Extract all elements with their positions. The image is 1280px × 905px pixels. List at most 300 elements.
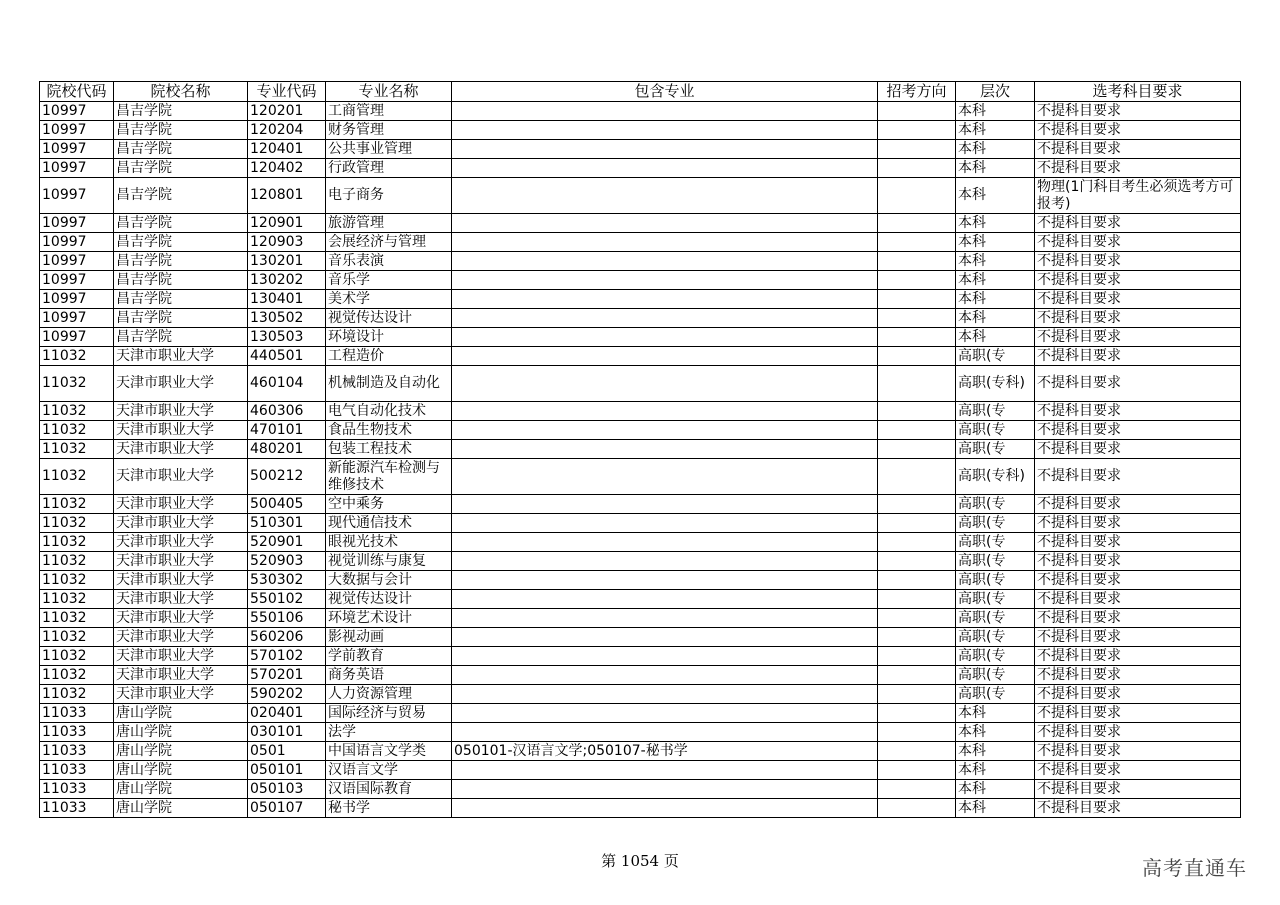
table-cell: 不提科目要求	[1035, 290, 1241, 309]
table-cell: 昌吉学院	[114, 214, 248, 233]
table-row	[40, 514, 1241, 533]
watermark: 高考直通车	[1142, 856, 1247, 880]
table-cell	[878, 761, 956, 780]
table-cell	[452, 121, 878, 140]
table-cell: 11032	[40, 514, 114, 533]
table-cell	[878, 459, 956, 495]
table-cell: 130503	[248, 328, 326, 347]
table-row	[40, 140, 1241, 159]
table-row	[40, 233, 1241, 252]
table-cell: 590202	[248, 685, 326, 704]
table-row	[40, 159, 1241, 178]
table-cell: 10997	[40, 328, 114, 347]
table-cell	[452, 214, 878, 233]
table-cell: 本科	[956, 704, 1035, 723]
table-cell: 10997	[40, 102, 114, 121]
column-header: 包含专业	[452, 82, 878, 102]
table-cell: 10997	[40, 214, 114, 233]
table-cell	[452, 514, 878, 533]
table-cell: 130201	[248, 252, 326, 271]
table-cell: 560206	[248, 628, 326, 647]
table-cell: 物理(1门科目考生必须选考方可报考)	[1035, 178, 1241, 214]
table-cell: 高职(专科)	[956, 459, 1035, 495]
table-cell: 不提科目要求	[1035, 159, 1241, 178]
table-cell: 天津市职业大学	[114, 590, 248, 609]
table-cell: 120201	[248, 102, 326, 121]
table-row	[40, 178, 1241, 214]
table-cell	[878, 121, 956, 140]
table-cell: 520901	[248, 533, 326, 552]
table-cell: 高职(专	[956, 402, 1035, 421]
table-cell: 不提科目要求	[1035, 685, 1241, 704]
table-cell: 天津市职业大学	[114, 421, 248, 440]
table-row	[40, 421, 1241, 440]
table-cell: 天津市职业大学	[114, 628, 248, 647]
table-cell: 不提科目要求	[1035, 102, 1241, 121]
table-cell: 130202	[248, 271, 326, 290]
table-cell: 大数据与会计	[326, 571, 452, 590]
table-cell: 高职(专	[956, 421, 1035, 440]
table-cell	[878, 290, 956, 309]
table-cell	[878, 780, 956, 799]
table-cell: 本科	[956, 723, 1035, 742]
table-cell: 财务管理	[326, 121, 452, 140]
table-cell: 不提科目要求	[1035, 309, 1241, 328]
table-cell	[878, 533, 956, 552]
table-cell: 510301	[248, 514, 326, 533]
table-cell: 050101-汉语言文学;050107-秘书学	[452, 742, 878, 761]
table-row	[40, 459, 1241, 495]
table-cell	[452, 459, 878, 495]
table-cell: 昌吉学院	[114, 102, 248, 121]
table-cell: 昌吉学院	[114, 159, 248, 178]
table-cell	[878, 440, 956, 459]
table-cell: 昌吉学院	[114, 140, 248, 159]
table-cell: 11032	[40, 647, 114, 666]
table-cell	[452, 102, 878, 121]
column-header: 专业名称	[326, 82, 452, 102]
table-cell: 电子商务	[326, 178, 452, 214]
table-row	[40, 347, 1241, 366]
table-cell: 昌吉学院	[114, 290, 248, 309]
table-cell: 视觉传达设计	[326, 309, 452, 328]
table-cell: 天津市职业大学	[114, 571, 248, 590]
table-cell: 天津市职业大学	[114, 514, 248, 533]
table-cell: 眼视光技术	[326, 533, 452, 552]
table-cell	[452, 328, 878, 347]
table-header-row	[40, 82, 1241, 102]
table-cell: 音乐表演	[326, 252, 452, 271]
table-row	[40, 214, 1241, 233]
table-row	[40, 290, 1241, 309]
table-cell: 唐山学院	[114, 704, 248, 723]
table-cell	[878, 102, 956, 121]
table-cell	[878, 799, 956, 818]
table-cell: 不提科目要求	[1035, 609, 1241, 628]
table-cell	[452, 421, 878, 440]
table-row	[40, 402, 1241, 421]
table-cell	[878, 309, 956, 328]
table-row	[40, 647, 1241, 666]
table-cell: 11032	[40, 571, 114, 590]
table-cell: 现代通信技术	[326, 514, 452, 533]
table-cell	[452, 590, 878, 609]
table-cell: 本科	[956, 271, 1035, 290]
table-cell	[452, 533, 878, 552]
table-cell: 唐山学院	[114, 761, 248, 780]
table-cell: 470101	[248, 421, 326, 440]
table-cell: 11033	[40, 799, 114, 818]
table-cell: 环境艺术设计	[326, 609, 452, 628]
table-cell: 天津市职业大学	[114, 440, 248, 459]
table-cell	[452, 271, 878, 290]
table-cell: 130401	[248, 290, 326, 309]
table-cell: 10997	[40, 159, 114, 178]
table-row	[40, 704, 1241, 723]
table-cell: 高职(专	[956, 685, 1035, 704]
table-cell	[452, 495, 878, 514]
table-cell	[878, 421, 956, 440]
table-cell: 国际经济与贸易	[326, 704, 452, 723]
table-cell: 550106	[248, 609, 326, 628]
table-cell: 汉语国际教育	[326, 780, 452, 799]
table-cell: 本科	[956, 780, 1035, 799]
table-cell	[878, 178, 956, 214]
table-cell: 11033	[40, 761, 114, 780]
table-cell	[452, 233, 878, 252]
table-row	[40, 799, 1241, 818]
table-cell	[878, 552, 956, 571]
table-cell	[878, 495, 956, 514]
table-row	[40, 571, 1241, 590]
table-cell: 公共事业管理	[326, 140, 452, 159]
table-cell: 11032	[40, 347, 114, 366]
table-cell: 高职(专	[956, 533, 1035, 552]
table-cell	[452, 723, 878, 742]
table-cell: 昌吉学院	[114, 328, 248, 347]
table-row	[40, 666, 1241, 685]
table-row	[40, 552, 1241, 571]
table-cell: 天津市职业大学	[114, 666, 248, 685]
column-header: 院校名称	[114, 82, 248, 102]
table-cell: 工程造价	[326, 347, 452, 366]
table-row	[40, 252, 1241, 271]
table-cell: 本科	[956, 309, 1035, 328]
table-cell: 11032	[40, 459, 114, 495]
table-cell: 本科	[956, 290, 1035, 309]
table-cell	[452, 609, 878, 628]
table-cell: 500212	[248, 459, 326, 495]
table-cell: 11032	[40, 533, 114, 552]
table-cell	[878, 571, 956, 590]
table-cell: 570102	[248, 647, 326, 666]
table-cell: 唐山学院	[114, 780, 248, 799]
table-cell: 0501	[248, 742, 326, 761]
table-cell: 本科	[956, 252, 1035, 271]
table-cell: 高职(专	[956, 590, 1035, 609]
table-cell	[878, 742, 956, 761]
table-cell: 高职(专	[956, 609, 1035, 628]
table-cell: 行政管理	[326, 159, 452, 178]
table-cell: 会展经济与管理	[326, 233, 452, 252]
table-cell: 不提科目要求	[1035, 347, 1241, 366]
table-cell	[452, 140, 878, 159]
table-cell: 不提科目要求	[1035, 533, 1241, 552]
table-row	[40, 271, 1241, 290]
table-cell: 130502	[248, 309, 326, 328]
table-cell: 天津市职业大学	[114, 459, 248, 495]
table-row	[40, 742, 1241, 761]
table-cell: 视觉训练与康复	[326, 552, 452, 571]
table-cell: 500405	[248, 495, 326, 514]
table-row	[40, 723, 1241, 742]
table-cell: 不提科目要求	[1035, 421, 1241, 440]
table-cell: 11032	[40, 685, 114, 704]
table-cell: 音乐学	[326, 271, 452, 290]
table-cell: 天津市职业大学	[114, 366, 248, 402]
table-cell: 530302	[248, 571, 326, 590]
table-cell: 10997	[40, 121, 114, 140]
table-cell: 包装工程技术	[326, 440, 452, 459]
table-cell: 本科	[956, 121, 1035, 140]
table-row	[40, 121, 1241, 140]
table-cell	[452, 402, 878, 421]
column-header: 院校代码	[40, 82, 114, 102]
table-cell: 050103	[248, 780, 326, 799]
table-cell: 新能源汽车检测与维修技术	[326, 459, 452, 495]
table-cell: 不提科目要求	[1035, 590, 1241, 609]
table-cell: 工商管理	[326, 102, 452, 121]
table-cell: 10997	[40, 178, 114, 214]
table-cell: 高职(专	[956, 495, 1035, 514]
table-cell: 高职(专	[956, 666, 1035, 685]
table-cell: 120801	[248, 178, 326, 214]
table-cell: 不提科目要求	[1035, 140, 1241, 159]
table-cell: 不提科目要求	[1035, 214, 1241, 233]
table-cell: 高职(专	[956, 628, 1035, 647]
table-cell: 不提科目要求	[1035, 121, 1241, 140]
table-cell	[878, 140, 956, 159]
table-cell: 本科	[956, 178, 1035, 214]
table-cell	[452, 178, 878, 214]
table-cell: 不提科目要求	[1035, 742, 1241, 761]
table-cell: 11032	[40, 609, 114, 628]
table-cell: 不提科目要求	[1035, 704, 1241, 723]
table-cell	[878, 214, 956, 233]
table-cell	[452, 571, 878, 590]
table-cell: 440501	[248, 347, 326, 366]
table-cell: 10997	[40, 309, 114, 328]
table-cell: 高职(专	[956, 647, 1035, 666]
table-row	[40, 440, 1241, 459]
table-cell	[878, 328, 956, 347]
table-row	[40, 533, 1241, 552]
table-cell: 不提科目要求	[1035, 780, 1241, 799]
table-cell: 不提科目要求	[1035, 252, 1241, 271]
table-cell: 不提科目要求	[1035, 459, 1241, 495]
table-cell: 美术学	[326, 290, 452, 309]
table-cell: 不提科目要求	[1035, 402, 1241, 421]
table-cell	[452, 290, 878, 309]
table-cell: 天津市职业大学	[114, 402, 248, 421]
table-cell: 天津市职业大学	[114, 647, 248, 666]
table-cell	[878, 271, 956, 290]
table-row	[40, 309, 1241, 328]
table-cell	[452, 647, 878, 666]
table-cell	[878, 366, 956, 402]
table-cell	[878, 647, 956, 666]
table-cell: 050101	[248, 761, 326, 780]
table-cell	[878, 666, 956, 685]
table-cell: 视觉传达设计	[326, 590, 452, 609]
table-cell: 高职(专	[956, 552, 1035, 571]
table-cell	[878, 514, 956, 533]
table-cell	[452, 366, 878, 402]
column-header: 招考方向	[878, 82, 956, 102]
table-cell: 460104	[248, 366, 326, 402]
table-cell: 120903	[248, 233, 326, 252]
table-cell: 不提科目要求	[1035, 571, 1241, 590]
table-cell: 唐山学院	[114, 723, 248, 742]
table-cell: 不提科目要求	[1035, 552, 1241, 571]
table-cell: 120401	[248, 140, 326, 159]
table-cell: 汉语言文学	[326, 761, 452, 780]
table-cell	[878, 685, 956, 704]
table-cell: 高职(专	[956, 347, 1035, 366]
table-cell: 11032	[40, 590, 114, 609]
table-cell: 昌吉学院	[114, 309, 248, 328]
table-cell: 10997	[40, 290, 114, 309]
table-cell	[878, 609, 956, 628]
table-cell	[878, 402, 956, 421]
table-cell: 120901	[248, 214, 326, 233]
table-cell	[452, 552, 878, 571]
table-cell: 11032	[40, 628, 114, 647]
table-row	[40, 495, 1241, 514]
table-cell	[878, 723, 956, 742]
table-cell: 不提科目要求	[1035, 666, 1241, 685]
table-row	[40, 761, 1241, 780]
table-row	[40, 590, 1241, 609]
table-cell: 电气自动化技术	[326, 402, 452, 421]
table-row	[40, 780, 1241, 799]
table-cell: 昌吉学院	[114, 178, 248, 214]
table-cell	[452, 628, 878, 647]
table-cell: 11032	[40, 666, 114, 685]
table-cell: 天津市职业大学	[114, 685, 248, 704]
table-cell: 昌吉学院	[114, 233, 248, 252]
table-cell: 120204	[248, 121, 326, 140]
table-cell: 120402	[248, 159, 326, 178]
table-cell: 520903	[248, 552, 326, 571]
table-cell: 秘书学	[326, 799, 452, 818]
table-cell: 高职(专	[956, 514, 1035, 533]
table-cell: 本科	[956, 328, 1035, 347]
table-cell: 不提科目要求	[1035, 514, 1241, 533]
table-row	[40, 628, 1241, 647]
table-cell: 11032	[40, 552, 114, 571]
table-cell: 本科	[956, 799, 1035, 818]
table-cell: 高职(专	[956, 571, 1035, 590]
table-cell: 昌吉学院	[114, 121, 248, 140]
table-cell: 学前教育	[326, 647, 452, 666]
table-cell: 11032	[40, 421, 114, 440]
table-cell: 不提科目要求	[1035, 233, 1241, 252]
table-cell: 商务英语	[326, 666, 452, 685]
table-cell: 天津市职业大学	[114, 533, 248, 552]
table-row	[40, 609, 1241, 628]
table-cell: 本科	[956, 742, 1035, 761]
table-cell: 本科	[956, 102, 1035, 121]
column-header: 选考科目要求	[1035, 82, 1241, 102]
table-cell: 11033	[40, 723, 114, 742]
table-cell: 高职(专科)	[956, 366, 1035, 402]
table-cell: 本科	[956, 214, 1035, 233]
table-cell: 人力资源管理	[326, 685, 452, 704]
table-cell	[452, 704, 878, 723]
table-cell: 食品生物技术	[326, 421, 452, 440]
table-cell: 不提科目要求	[1035, 495, 1241, 514]
table-cell: 11033	[40, 780, 114, 799]
table-cell	[452, 159, 878, 178]
table-cell: 影视动画	[326, 628, 452, 647]
table-row	[40, 366, 1241, 402]
table-cell: 10997	[40, 271, 114, 290]
table-cell: 11032	[40, 366, 114, 402]
table-cell: 环境设计	[326, 328, 452, 347]
table-cell: 天津市职业大学	[114, 347, 248, 366]
table-cell	[878, 628, 956, 647]
table-cell: 本科	[956, 233, 1035, 252]
table-cell	[452, 799, 878, 818]
table-cell: 11033	[40, 742, 114, 761]
table-cell: 昌吉学院	[114, 271, 248, 290]
table-cell	[878, 252, 956, 271]
table-cell: 唐山学院	[114, 742, 248, 761]
table-cell: 唐山学院	[114, 799, 248, 818]
table-cell	[452, 347, 878, 366]
table-cell: 10997	[40, 252, 114, 271]
table-cell	[452, 309, 878, 328]
table-cell: 050107	[248, 799, 326, 818]
table-cell: 不提科目要求	[1035, 799, 1241, 818]
table-cell: 不提科目要求	[1035, 761, 1241, 780]
table-cell: 10997	[40, 233, 114, 252]
table-cell: 昌吉学院	[114, 252, 248, 271]
table-cell: 法学	[326, 723, 452, 742]
table-cell: 480201	[248, 440, 326, 459]
table-cell	[452, 252, 878, 271]
table-cell: 不提科目要求	[1035, 271, 1241, 290]
table-cell	[878, 704, 956, 723]
table-cell: 不提科目要求	[1035, 440, 1241, 459]
table-cell: 不提科目要求	[1035, 647, 1241, 666]
table-cell: 天津市职业大学	[114, 495, 248, 514]
table-cell: 10997	[40, 140, 114, 159]
table-cell	[878, 233, 956, 252]
table-cell: 天津市职业大学	[114, 552, 248, 571]
table-cell: 550102	[248, 590, 326, 609]
table-row	[40, 328, 1241, 347]
table-cell: 空中乘务	[326, 495, 452, 514]
table-cell: 天津市职业大学	[114, 609, 248, 628]
table-cell	[452, 780, 878, 799]
table-cell: 本科	[956, 761, 1035, 780]
page-number: 第 1054 页	[601, 852, 679, 870]
table-cell: 11032	[40, 495, 114, 514]
table-cell: 旅游管理	[326, 214, 452, 233]
column-header: 层次	[956, 82, 1035, 102]
